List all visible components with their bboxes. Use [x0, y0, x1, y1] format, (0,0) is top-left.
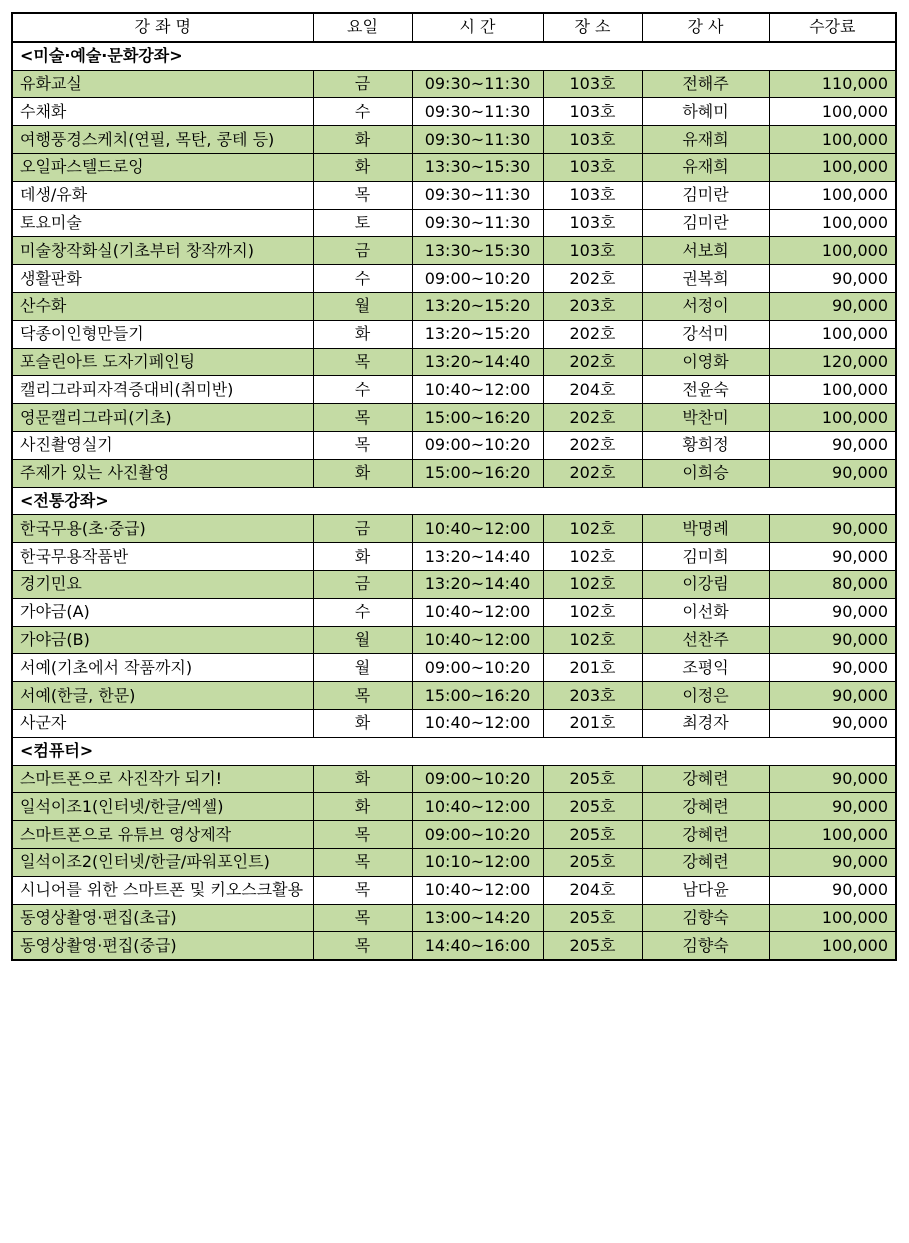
- room-cell: 203호: [543, 682, 642, 710]
- time-cell: 10:40~12:00: [412, 793, 543, 821]
- day-cell: 목: [313, 932, 412, 960]
- table-row: [12, 821, 896, 849]
- course-name-cell: 닥종이인형만들기: [12, 320, 313, 348]
- fee-cell: 90,000: [769, 765, 896, 793]
- section-header-row: [12, 487, 896, 515]
- day-cell: 목: [313, 904, 412, 932]
- day-cell: 목: [313, 876, 412, 904]
- time-cell: 10:40~12:00: [412, 515, 543, 543]
- table-row: [12, 765, 896, 793]
- time-cell: 13:30~15:30: [412, 153, 543, 181]
- room-cell: 205호: [543, 765, 642, 793]
- day-cell: 월: [313, 292, 412, 320]
- header-fee: 수강료: [769, 13, 896, 42]
- fee-cell: 90,000: [769, 431, 896, 459]
- table-row: [12, 709, 896, 737]
- day-cell: 수: [313, 598, 412, 626]
- room-cell: 204호: [543, 876, 642, 904]
- instructor-cell: 김미란: [642, 181, 769, 209]
- day-cell: 목: [313, 848, 412, 876]
- time-cell: 10:40~12:00: [412, 626, 543, 654]
- fee-cell: 90,000: [769, 876, 896, 904]
- fee-cell: 100,000: [769, 126, 896, 154]
- time-cell: 09:30~11:30: [412, 70, 543, 98]
- day-cell: 수: [313, 98, 412, 126]
- time-cell: 09:30~11:30: [412, 126, 543, 154]
- course-name-cell: 시니어를 위한 스마트폰 및 키오스크활용: [12, 876, 313, 904]
- table-row: [12, 431, 896, 459]
- time-cell: 15:00~16:20: [412, 682, 543, 710]
- course-name-cell: 동영상촬영·편집(초급): [12, 904, 313, 932]
- time-cell: 09:00~10:20: [412, 265, 543, 293]
- table-row: [12, 209, 896, 237]
- instructor-cell: 황희정: [642, 431, 769, 459]
- instructor-cell: 하혜미: [642, 98, 769, 126]
- table-row: [12, 404, 896, 432]
- course-name-cell: 미술창작화실(기초부터 창작까지): [12, 237, 313, 265]
- day-cell: 금: [313, 515, 412, 543]
- fee-cell: 90,000: [769, 793, 896, 821]
- day-cell: 화: [313, 543, 412, 571]
- room-cell: 103호: [543, 181, 642, 209]
- room-cell: 205호: [543, 932, 642, 960]
- time-cell: 13:00~14:20: [412, 904, 543, 932]
- course-name-cell: 가야금(A): [12, 598, 313, 626]
- table-row: [12, 237, 896, 265]
- section-title: <미술·예술·문화강좌>: [12, 42, 896, 70]
- fee-cell: 90,000: [769, 543, 896, 571]
- day-cell: 화: [313, 709, 412, 737]
- day-cell: 월: [313, 626, 412, 654]
- fee-cell: 90,000: [769, 459, 896, 487]
- table-row: [12, 793, 896, 821]
- time-cell: 10:40~12:00: [412, 876, 543, 904]
- course-name-cell: 산수화: [12, 292, 313, 320]
- fee-cell: 100,000: [769, 376, 896, 404]
- room-cell: 102호: [543, 515, 642, 543]
- table-body: [12, 42, 896, 960]
- time-cell: 13:20~14:40: [412, 543, 543, 571]
- course-name-cell: 사군자: [12, 709, 313, 737]
- instructor-cell: 김미란: [642, 209, 769, 237]
- day-cell: 화: [313, 793, 412, 821]
- instructor-cell: 유재희: [642, 126, 769, 154]
- instructor-cell: 조평익: [642, 654, 769, 682]
- instructor-cell: 강혜련: [642, 765, 769, 793]
- table-row: [12, 320, 896, 348]
- instructor-cell: 박찬미: [642, 404, 769, 432]
- fee-cell: 100,000: [769, 181, 896, 209]
- table-row: [12, 682, 896, 710]
- time-cell: 13:20~14:40: [412, 570, 543, 598]
- fee-cell: 100,000: [769, 932, 896, 960]
- day-cell: 목: [313, 181, 412, 209]
- day-cell: 화: [313, 126, 412, 154]
- section-title: <컴퓨터>: [12, 737, 896, 765]
- course-name-cell: 사진촬영실기: [12, 431, 313, 459]
- time-cell: 15:00~16:20: [412, 459, 543, 487]
- course-name-cell: 일석이조2(인터넷/한글/파워포인트): [12, 848, 313, 876]
- time-cell: 10:10~12:00: [412, 848, 543, 876]
- fee-cell: 100,000: [769, 98, 896, 126]
- fee-cell: 100,000: [769, 237, 896, 265]
- room-cell: 103호: [543, 209, 642, 237]
- table-row: [12, 543, 896, 571]
- fee-cell: 100,000: [769, 209, 896, 237]
- fee-cell: 100,000: [769, 821, 896, 849]
- instructor-cell: 남다윤: [642, 876, 769, 904]
- course-name-cell: 캘리그라피자격증대비(취미반): [12, 376, 313, 404]
- fee-cell: 90,000: [769, 598, 896, 626]
- room-cell: 202호: [543, 320, 642, 348]
- time-cell: 13:20~14:40: [412, 348, 543, 376]
- day-cell: 화: [313, 459, 412, 487]
- instructor-cell: 최경자: [642, 709, 769, 737]
- table-row: [12, 570, 896, 598]
- instructor-cell: 서보희: [642, 237, 769, 265]
- section-header-row: [12, 42, 896, 70]
- section-header-row: [12, 737, 896, 765]
- day-cell: 목: [313, 821, 412, 849]
- table-row: [12, 654, 896, 682]
- time-cell: 13:20~15:20: [412, 292, 543, 320]
- room-cell: 102호: [543, 570, 642, 598]
- instructor-cell: 서정이: [642, 292, 769, 320]
- room-cell: 205호: [543, 821, 642, 849]
- course-name-cell: 생활판화: [12, 265, 313, 293]
- day-cell: 금: [313, 570, 412, 598]
- course-name-cell: 서예(한글, 한문): [12, 682, 313, 710]
- room-cell: 202호: [543, 348, 642, 376]
- day-cell: 금: [313, 70, 412, 98]
- room-cell: 202호: [543, 404, 642, 432]
- table-row: [12, 265, 896, 293]
- course-name-cell: 한국무용(초·중급): [12, 515, 313, 543]
- course-name-cell: 동영상촬영·편집(중급): [12, 932, 313, 960]
- course-name-cell: 오일파스텔드로잉: [12, 153, 313, 181]
- instructor-cell: 이희승: [642, 459, 769, 487]
- course-name-cell: 경기민요: [12, 570, 313, 598]
- room-cell: 202호: [543, 265, 642, 293]
- room-cell: 202호: [543, 459, 642, 487]
- course-name-cell: 주제가 있는 사진촬영: [12, 459, 313, 487]
- table-row: [12, 376, 896, 404]
- course-schedule-table: [11, 12, 897, 961]
- fee-cell: 90,000: [769, 626, 896, 654]
- course-name-cell: 스마트폰으로 사진작가 되기!: [12, 765, 313, 793]
- instructor-cell: 강혜련: [642, 821, 769, 849]
- room-cell: 201호: [543, 654, 642, 682]
- room-cell: 203호: [543, 292, 642, 320]
- fee-cell: 110,000: [769, 70, 896, 98]
- fee-cell: 90,000: [769, 709, 896, 737]
- room-cell: 102호: [543, 598, 642, 626]
- instructor-cell: 강석미: [642, 320, 769, 348]
- time-cell: 10:40~12:00: [412, 709, 543, 737]
- day-cell: 목: [313, 348, 412, 376]
- fee-cell: 100,000: [769, 904, 896, 932]
- instructor-cell: 강혜련: [642, 793, 769, 821]
- table-row: [12, 515, 896, 543]
- fee-cell: 90,000: [769, 515, 896, 543]
- room-cell: 205호: [543, 904, 642, 932]
- course-name-cell: 영문캘리그라피(기초): [12, 404, 313, 432]
- section-title: <전통강좌>: [12, 487, 896, 515]
- course-name-cell: 한국무용작품반: [12, 543, 313, 571]
- course-name-cell: 스마트폰으로 유튜브 영상제작: [12, 821, 313, 849]
- room-cell: 103호: [543, 126, 642, 154]
- header-room: 장 소: [543, 13, 642, 42]
- room-cell: 103호: [543, 70, 642, 98]
- table-row: [12, 348, 896, 376]
- time-cell: 15:00~16:20: [412, 404, 543, 432]
- time-cell: 09:00~10:20: [412, 765, 543, 793]
- time-cell: 14:40~16:00: [412, 932, 543, 960]
- header-row: [12, 13, 896, 42]
- day-cell: 토: [313, 209, 412, 237]
- fee-cell: 80,000: [769, 570, 896, 598]
- table-row: [12, 848, 896, 876]
- instructor-cell: 김미희: [642, 543, 769, 571]
- fee-cell: 100,000: [769, 320, 896, 348]
- room-cell: 204호: [543, 376, 642, 404]
- time-cell: 09:30~11:30: [412, 209, 543, 237]
- time-cell: 10:40~12:00: [412, 376, 543, 404]
- fee-cell: 90,000: [769, 654, 896, 682]
- table-row: [12, 598, 896, 626]
- table-row: [12, 459, 896, 487]
- room-cell: 103호: [543, 153, 642, 181]
- table-row: [12, 153, 896, 181]
- day-cell: 월: [313, 654, 412, 682]
- table-row: [12, 70, 896, 98]
- time-cell: 09:00~10:20: [412, 431, 543, 459]
- instructor-cell: 전윤숙: [642, 376, 769, 404]
- room-cell: 102호: [543, 543, 642, 571]
- day-cell: 화: [313, 320, 412, 348]
- day-cell: 금: [313, 237, 412, 265]
- course-name-cell: 여행풍경스케치(연필, 목탄, 콩테 등): [12, 126, 313, 154]
- fee-cell: 90,000: [769, 682, 896, 710]
- fee-cell: 90,000: [769, 848, 896, 876]
- room-cell: 103호: [543, 237, 642, 265]
- day-cell: 목: [313, 404, 412, 432]
- day-cell: 화: [313, 765, 412, 793]
- fee-cell: 100,000: [769, 404, 896, 432]
- course-name-cell: 포슬린아트 도자기페인팅: [12, 348, 313, 376]
- time-cell: 13:30~15:30: [412, 237, 543, 265]
- table-row: [12, 626, 896, 654]
- course-name-cell: 토요미술: [12, 209, 313, 237]
- instructor-cell: 이강림: [642, 570, 769, 598]
- room-cell: 205호: [543, 793, 642, 821]
- course-name-cell: 서예(기초에서 작품까지): [12, 654, 313, 682]
- instructor-cell: 이선화: [642, 598, 769, 626]
- instructor-cell: 김향숙: [642, 932, 769, 960]
- day-cell: 수: [313, 265, 412, 293]
- instructor-cell: 권복희: [642, 265, 769, 293]
- day-cell: 수: [313, 376, 412, 404]
- table-row: [12, 98, 896, 126]
- room-cell: 201호: [543, 709, 642, 737]
- course-name-cell: 일석이조1(인터넷/한글/엑셀): [12, 793, 313, 821]
- fee-cell: 90,000: [769, 292, 896, 320]
- room-cell: 202호: [543, 431, 642, 459]
- time-cell: 09:30~11:30: [412, 98, 543, 126]
- table-row: [12, 904, 896, 932]
- instructor-cell: 전해주: [642, 70, 769, 98]
- room-cell: 102호: [543, 626, 642, 654]
- instructor-cell: 유재희: [642, 153, 769, 181]
- course-name-cell: 가야금(B): [12, 626, 313, 654]
- table-row: [12, 181, 896, 209]
- room-cell: 205호: [543, 848, 642, 876]
- table-row: [12, 876, 896, 904]
- header-instructor: 강 사: [642, 13, 769, 42]
- table-row: [12, 292, 896, 320]
- room-cell: 103호: [543, 98, 642, 126]
- day-cell: 화: [313, 153, 412, 181]
- fee-cell: 90,000: [769, 265, 896, 293]
- course-name-cell: 유화교실: [12, 70, 313, 98]
- time-cell: 13:20~15:20: [412, 320, 543, 348]
- course-name-cell: 수채화: [12, 98, 313, 126]
- instructor-cell: 선찬주: [642, 626, 769, 654]
- instructor-cell: 강혜련: [642, 848, 769, 876]
- time-cell: 09:00~10:20: [412, 654, 543, 682]
- day-cell: 목: [313, 431, 412, 459]
- table-row: [12, 932, 896, 960]
- header-course-name: 강 좌 명: [12, 13, 313, 42]
- fee-cell: 120,000: [769, 348, 896, 376]
- instructor-cell: 박명례: [642, 515, 769, 543]
- fee-cell: 100,000: [769, 153, 896, 181]
- course-name-cell: 데생/유화: [12, 181, 313, 209]
- header-time: 시 간: [412, 13, 543, 42]
- day-cell: 목: [313, 682, 412, 710]
- instructor-cell: 이정은: [642, 682, 769, 710]
- table-row: [12, 126, 896, 154]
- instructor-cell: 이영화: [642, 348, 769, 376]
- time-cell: 09:30~11:30: [412, 181, 543, 209]
- header-day: 요일: [313, 13, 412, 42]
- time-cell: 09:00~10:20: [412, 821, 543, 849]
- time-cell: 10:40~12:00: [412, 598, 543, 626]
- instructor-cell: 김향숙: [642, 904, 769, 932]
